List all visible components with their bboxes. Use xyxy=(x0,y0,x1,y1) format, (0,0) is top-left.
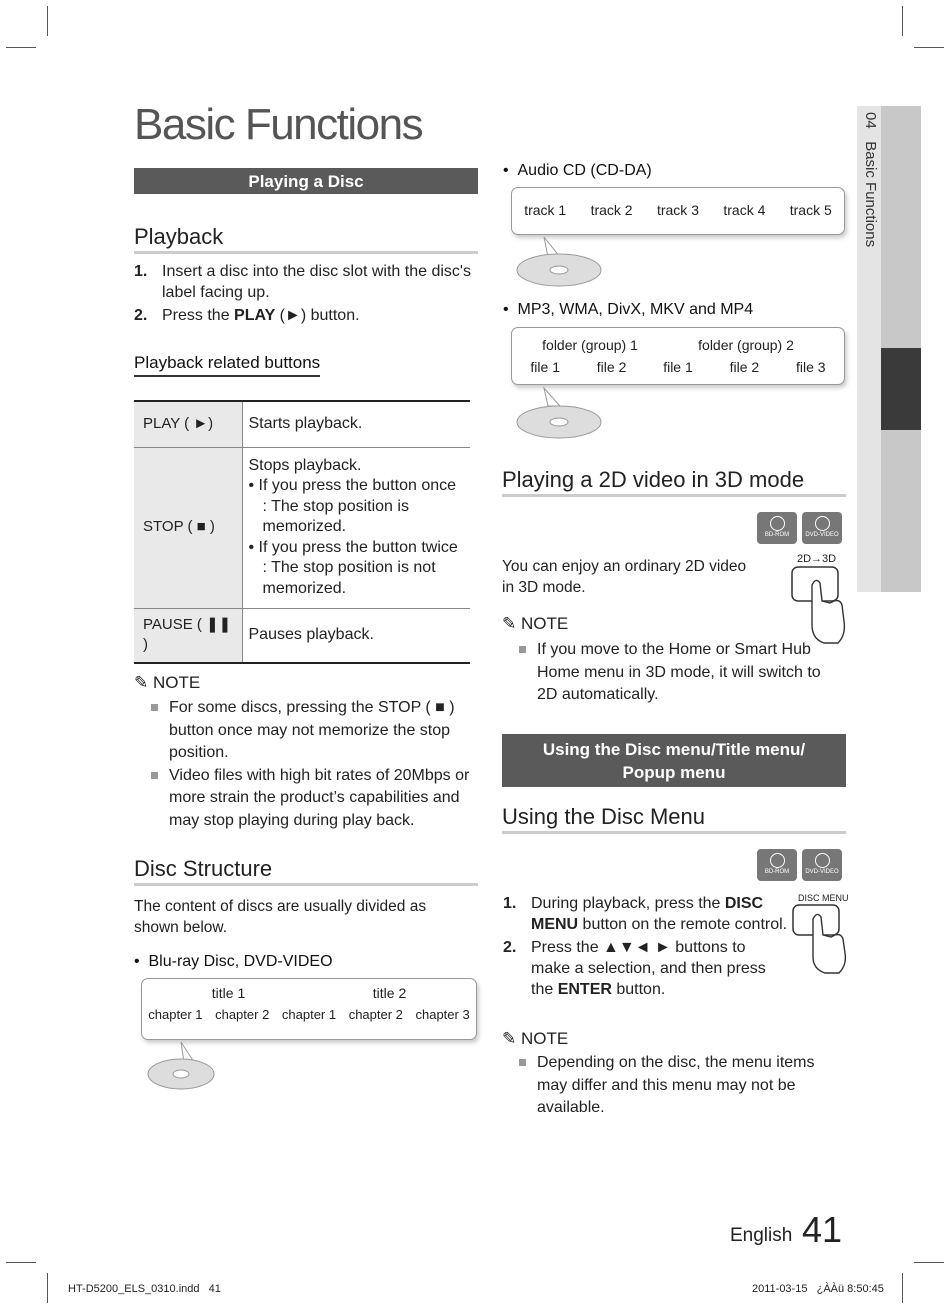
section-bar-disc-menu: Using the Disc menu/Title menu/ Popup menu xyxy=(502,734,846,787)
mode3d-heading: Playing a 2D video in 3D mode xyxy=(502,467,846,497)
mode3d-note-list xyxy=(518,639,836,707)
pencil-icon: ✎ xyxy=(134,673,149,692)
page-number: 41 xyxy=(802,1209,843,1250)
button-desc: Pauses playback. xyxy=(242,608,470,663)
playback-buttons-heading: Playback related buttons xyxy=(134,353,320,377)
print-file-name: HT-D5200_ELS_0310.indd 41 xyxy=(68,1283,221,1295)
track-label: track 2 xyxy=(590,202,633,218)
disc-icon xyxy=(146,1040,216,1092)
bd-rom-icon: BD-ROM xyxy=(757,512,797,544)
bullet-audio-cd: • Audio CD (CD-DA) xyxy=(503,162,652,179)
bd-rom-icon: BD-ROM xyxy=(757,849,797,881)
chapter-label: chapter 3 xyxy=(415,1007,470,1022)
disc-icon xyxy=(514,386,604,440)
playback-buttons-table xyxy=(134,400,470,664)
chapter-label: chapter 2 xyxy=(348,1007,403,1022)
page-title: Basic Functions xyxy=(134,100,423,149)
disc-menu-step-1: 1. During playback, press the DISC MENU button on the remote control. xyxy=(503,895,788,933)
bluray-structure-diagram xyxy=(141,978,477,1040)
bullet-mp3: • MP3, WMA, DivX, MKV and MP4 xyxy=(503,301,754,318)
note-item: If you move to the Home or Smart Hub Home menu in 3D mode, it will switch to 2D automatically. xyxy=(518,639,836,707)
folder-label: folder (group) 1 xyxy=(542,337,638,353)
note-item: For some discs, pressing the STOP ( ■ ) button once may not memorize the stop position. xyxy=(150,697,475,765)
folder-label: folder (group) 2 xyxy=(698,337,794,353)
bullet-bluray: • Blu-ray Disc, DVD-VIDEO xyxy=(134,953,333,970)
button-key: PAUSE ( ❚❚ ) xyxy=(134,608,242,663)
note-list xyxy=(150,697,475,832)
file-label: file 2 xyxy=(596,359,627,375)
dvd-video-icon: DVD-VIDEO xyxy=(802,849,842,881)
table-row xyxy=(134,401,470,447)
mp3-structure-diagram xyxy=(511,327,845,385)
audio-cd-diagram xyxy=(511,187,845,235)
file-label: file 3 xyxy=(795,359,826,375)
title-label: title 1 xyxy=(211,985,246,1001)
button-desc: Stops playback. • If you press the button once : The stop position is memorized. • If you press the button twice : The stop position is not memorized. xyxy=(242,447,470,608)
section-bar-playing-disc: Playing a Disc xyxy=(134,168,478,194)
playback-steps xyxy=(134,261,474,328)
track-label: track 1 xyxy=(524,202,567,218)
hand-press-icon xyxy=(790,565,850,647)
track-label: track 5 xyxy=(789,202,832,218)
2d-3d-button-label: 2D→3D xyxy=(797,553,837,565)
crop-mark xyxy=(47,1273,48,1303)
crop-mark xyxy=(47,6,48,36)
hand-press-icon xyxy=(791,903,851,977)
crop-mark xyxy=(902,1273,903,1303)
disc-menu-note-list xyxy=(518,1052,848,1120)
playback-step-2: 2. Press the PLAY (►) button. xyxy=(134,307,360,324)
file-label: file 1 xyxy=(663,359,693,375)
page-language: English xyxy=(730,1225,793,1246)
print-timestamp: 2011-03-15 ¿ÀÀü 8:50:45 xyxy=(752,1283,884,1295)
playback-heading: Playback xyxy=(134,224,478,254)
disc-menu-steps xyxy=(503,893,788,1002)
pencil-icon: ✎ xyxy=(502,1029,517,1048)
button-key: PLAY ( ►) xyxy=(134,401,242,447)
crop-mark xyxy=(6,1262,36,1263)
crop-mark xyxy=(902,6,903,36)
table-row xyxy=(134,608,470,663)
dvd-video-icon: DVD-VIDEO xyxy=(802,512,842,544)
disc-menu-heading: Using the Disc Menu xyxy=(502,804,846,834)
disc-menu-step-2: 2. Press the ▲▼◄ ► buttons to make a selection, and then press the ENTER button. xyxy=(503,939,766,998)
button-key: STOP ( ■ ) xyxy=(134,447,242,608)
disc-structure-intro: The content of discs are usually divided as shown below. xyxy=(134,898,427,936)
table-row xyxy=(134,447,470,608)
disc-icon xyxy=(514,235,604,289)
side-tab-marker xyxy=(881,348,921,430)
pencil-icon: ✎ xyxy=(502,614,517,633)
track-label: track 3 xyxy=(656,202,699,218)
side-tab-label: 04 Basic Functions xyxy=(862,112,879,248)
disc-structure-heading: Disc Structure xyxy=(134,856,478,886)
chapter-label: chapter 1 xyxy=(148,1007,203,1022)
disc-menu-note-heading: ✎ NOTE xyxy=(502,1029,569,1048)
mode3d-text: You can enjoy an ordinary 2D video in 3D mode. xyxy=(502,558,747,596)
crop-mark xyxy=(914,47,944,48)
file-label: file 2 xyxy=(729,359,760,375)
crop-mark xyxy=(6,47,36,48)
title-label: title 2 xyxy=(372,985,407,1001)
track-label: track 4 xyxy=(723,202,766,218)
disc-menu-button-label: DISC MENU xyxy=(798,893,849,903)
chapter-label: chapter 1 xyxy=(281,1007,337,1022)
note-heading: ✎ NOTE xyxy=(134,673,201,692)
file-label: file 1 xyxy=(530,359,560,375)
note-item: Video files with high bit rates of 20Mbps or more strain the product’s capabilities and may stop playing during play back. xyxy=(150,765,475,833)
mode3d-note-heading: ✎ NOTE xyxy=(502,614,569,633)
playback-step-1: 1. Insert a disc into the disc slot with the disc's label facing up. xyxy=(134,263,471,301)
chapter-label: chapter 2 xyxy=(215,1007,270,1022)
note-item: Depending on the disc, the menu items may differ and this menu may not be available. xyxy=(518,1052,848,1120)
button-desc: Starts playback. xyxy=(242,401,470,447)
crop-mark xyxy=(914,1262,944,1263)
